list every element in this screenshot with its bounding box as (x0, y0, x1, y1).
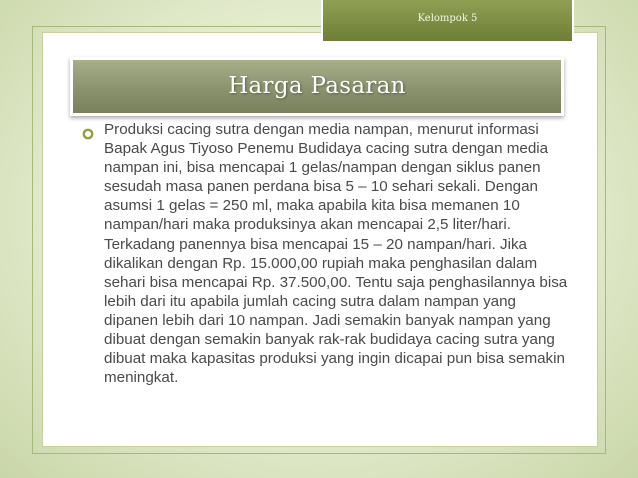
header-tab-label: Kelompok 5 (417, 13, 478, 24)
title-bar (70, 57, 564, 116)
bullet-text: Produksi cacing sutra dengan media nampan, menurut informasi Bapak Agus Tiyoso Penemu Budidaya cacing sutra dengan media nampan ini, bisa mencapai 1 gelas/nampan dengan siklus panen sesudah masa panen perdana bisa 5 – 10 sehari sekali. Dengan asumsi 1 gelas = 250 ml, maka apabila kita bisa memanen 10 nampan/hari maka produksinya akan mencapai 2,5 liter/hari. Terkadang panennya bisa mencapai 15 – 20 nampan/hari. Jika dikalikan dengan Rp. 15.000,00 rupiah maka penghasilan dalam sehari bisa mencapai Rp. 37.500,00. Tentu saja penghasilannya bisa lebih dari itu apabila jumlah cacing sutra dalam nampan yang dipanen lebih dari 10 nampan. Jadi semakin banyak nampan yang dibuat dengan semakin banyak rak-rak budidaya cacing sutra yang dibuat maka kapasitas produksi yang ingin dicapai pun bisa semakin meningkat. (104, 121, 568, 387)
slide-title: Harga Pasaran (228, 73, 406, 99)
ring-bullet-icon (82, 128, 94, 140)
header-tab (321, 0, 574, 43)
